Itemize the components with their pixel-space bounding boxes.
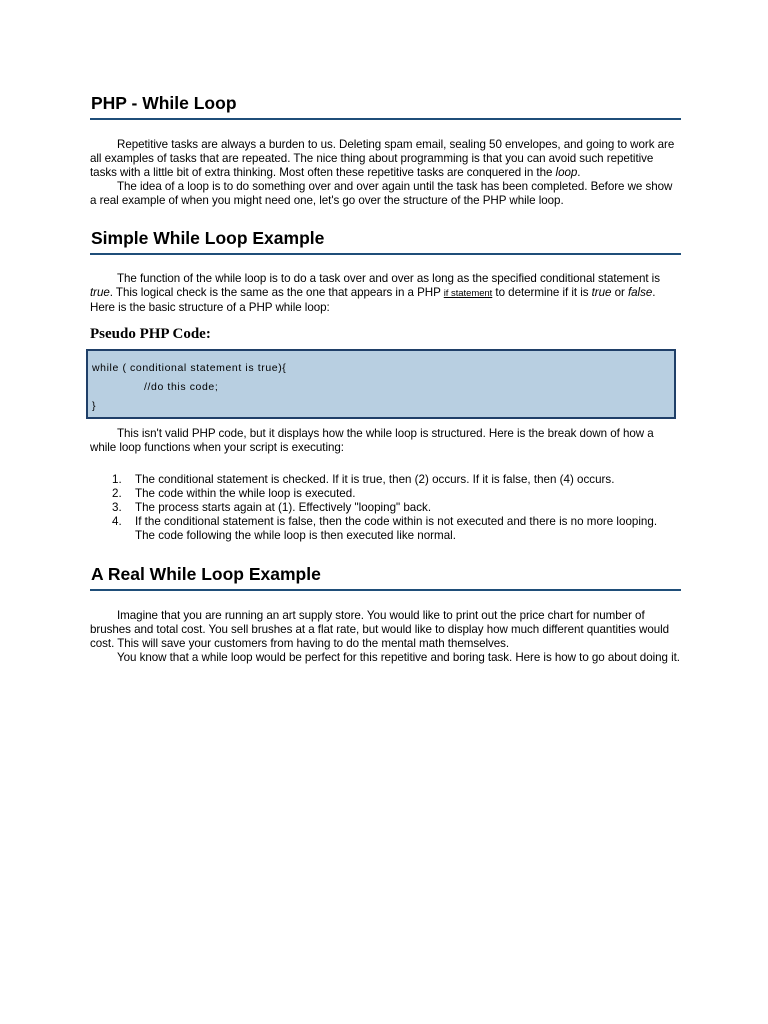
- intro-p1-emphasis-loop: loop: [555, 166, 578, 179]
- list-item: [90, 487, 680, 501]
- list-item-number: 2.: [112, 487, 122, 500]
- simple-emphasis-false: false: [627, 286, 653, 299]
- intro-paragraph-1: [90, 138, 680, 180]
- list-item-text: The code within the while loop is executed.: [135, 487, 356, 500]
- intro-p1-text-a: Repetitive tasks are always a burden to us. Deleting spam email, sealing 50 envelopes, and going to work are all examples of tasks that are repeated. The nice thing about programming is that you can avoid such repetitive tasks with a little bit of extra thinking. Most often these repetitive tasks are conquered in the: [90, 138, 675, 179]
- if-statement-link[interactable]: if statement: [443, 288, 493, 299]
- simple-text-a: The function of the while loop is to do a task over and over as long as the specified conditional statement is: [117, 272, 660, 285]
- simple-text-or: or: [611, 286, 628, 299]
- list-item: [90, 515, 680, 543]
- after-code-paragraph: This isn't valid PHP code, but it displays how the while loop is structured. Here is the break down of how a while loop functions when your script is executing:: [90, 427, 654, 454]
- simple-text-b: . This logical check is the same as the one that appears in a PHP: [109, 286, 444, 299]
- real-paragraph-2: You know that a while loop would be perfect for this repetitive and boring task. Here is how to go about doing it.: [117, 651, 680, 664]
- simple-section: [90, 272, 680, 315]
- list-item-text: The conditional statement is checked. If it is true, then (2) occurs. If it is false, then (4) occurs.: [135, 473, 615, 486]
- code-block: [86, 349, 676, 419]
- list-item: [90, 473, 680, 487]
- code-line-2: //do this code;: [144, 381, 219, 393]
- pseudo-code-heading: Pseudo PHP Code:: [90, 326, 211, 342]
- list-item-number: 3.: [112, 501, 122, 514]
- list-item: [90, 501, 680, 515]
- intro-p1-text-b: .: [577, 166, 581, 179]
- simple-text-c: to determine if it is: [492, 286, 592, 299]
- list-item-text: If the conditional statement is false, then the code within is not executed and there is no more looping. The code following the while loop is then executed like normal.: [135, 515, 658, 542]
- list-item-text: The process starts again at (1). Effectively "looping" back.: [135, 501, 432, 514]
- code-line-1: while ( conditional statement is true){: [92, 362, 287, 374]
- real-section: [90, 609, 680, 665]
- real-paragraph-1: Imagine that you are running an art supply store. You would like to print out the price chart for number of brushes and total cost. You sell brushes at a flat rate, but would like to display how much different quantities would cost. This will save your customers from having to do the mental math themselves.: [90, 609, 670, 650]
- simple-emphasis-true: true: [90, 286, 110, 299]
- code-line-3: }: [92, 400, 97, 412]
- simple-emphasis-true-2: true: [591, 286, 612, 299]
- after-code-section: [90, 427, 680, 455]
- section-heading-simple: Simple While Loop Example: [90, 228, 681, 255]
- simple-text-d: . Here is the basic structure of a PHP while loop:: [90, 286, 656, 314]
- list-item-number: 4.: [112, 515, 122, 528]
- intro-paragraph-2: The idea of a loop is to do something over and over again until the task has been completed. Before we show a real example of when you might need one, let's go over the structure of the PHP while loop.: [90, 180, 673, 207]
- intro-section: [90, 138, 680, 208]
- steps-list: [90, 473, 680, 543]
- page-title: PHP - While Loop: [90, 93, 681, 120]
- section-heading-real: A Real While Loop Example: [90, 564, 681, 591]
- list-item-number: 1.: [112, 473, 122, 486]
- simple-paragraph: [90, 272, 680, 315]
